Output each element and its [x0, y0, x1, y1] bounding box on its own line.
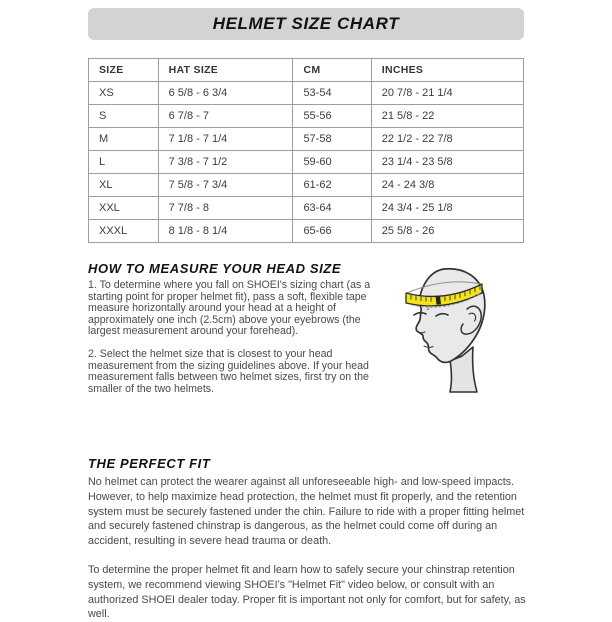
table-row [89, 128, 524, 151]
table-cell: XXXL [89, 220, 159, 243]
measure-step-1: 1. To determine where you fall on SHOEI's sizing chart (as a starting point for proper helmet fit), pass a soft, flexible tape measure horizontally around your head at a height of approximately one inch (2.5cm) above your eyebrows (the largest measurement around your forehead). [88, 279, 371, 338]
table-cell: 20 7/8 - 21 1/4 [371, 82, 523, 105]
size-table-body [89, 82, 524, 243]
size-table-header-row [89, 59, 524, 82]
table-cell: 65-66 [293, 220, 371, 243]
table-cell: 7 1/8 - 7 1/4 [158, 128, 293, 151]
fit-section [88, 456, 524, 621]
fit-paragraph-1: No helmet can protect the wearer against all unforeseeable high- and low-speed impacts. However, to help maximize head protection, the helmet must fit properly, and the retention system must be securely fastened under the chin. Failure to ride with a proper fitting helmet and securely fastened chinstrap is dangerous, as the helmet could come off during an accident, resulting in severe head trauma or death. [88, 476, 525, 547]
title-band [88, 8, 524, 40]
table-row [89, 105, 524, 128]
measure-step-2: 2. Select the helmet size that is closest to your head measurement from the sizing guidelines above. If your head measurement falls between two helmet sizes, first try on the smaller of the two helmets. [88, 347, 369, 395]
table-cell: XS [89, 82, 159, 105]
column-header: HAT SIZE [158, 59, 293, 82]
column-header: SIZE [89, 59, 159, 82]
table-cell: 6 7/8 - 7 [158, 105, 293, 128]
table-row [89, 197, 524, 220]
table-cell: 24 3/4 - 25 1/8 [371, 197, 523, 220]
one-inch-label: 1" [426, 305, 433, 312]
table-cell: 53-54 [293, 82, 371, 105]
table-row [89, 174, 524, 197]
table-row [89, 82, 524, 105]
table-cell: S [89, 105, 159, 128]
fit-paragraph-2: To determine the proper helmet fit and learn how to safely secure your chinstrap retention system, we recommend viewing SHOEI's "Helmet Fit" video below, or consult with an authorized SHOEI dealer today. Proper fit is important not only for comfort, but for safety, as well. [88, 564, 526, 621]
page [88, 8, 524, 622]
table-cell: 59-60 [293, 151, 371, 174]
table-cell: L [89, 151, 159, 174]
table-row [89, 151, 524, 174]
table-cell: XXL [89, 197, 159, 220]
page-title: HELMET SIZE CHART [212, 14, 400, 33]
table-cell: 7 3/8 - 7 1/2 [158, 151, 293, 174]
table-cell: 63-64 [293, 197, 371, 220]
table-row [89, 220, 524, 243]
table-cell: XL [89, 174, 159, 197]
fit-heading: THE PERFECT FIT [88, 456, 211, 472]
table-cell: 25 5/8 - 26 [371, 220, 523, 243]
table-cell: 61-62 [293, 174, 371, 197]
measure-text-column [88, 261, 380, 406]
head-measurement-illustration [404, 265, 500, 397]
table-cell: 24 - 24 3/8 [371, 174, 523, 197]
column-header: CM [293, 59, 371, 82]
illustration-column [380, 261, 524, 406]
table-cell: 7 7/8 - 8 [158, 197, 293, 220]
table-cell: 8 1/8 - 8 1/4 [158, 220, 293, 243]
measure-heading: HOW TO MEASURE YOUR HEAD SIZE [88, 261, 342, 276]
column-header: INCHES [371, 59, 523, 82]
size-table [88, 58, 524, 243]
table-cell: 23 1/4 - 23 5/8 [371, 151, 523, 174]
table-cell: 6 5/8 - 6 3/4 [158, 82, 293, 105]
table-cell: 57-58 [293, 128, 371, 151]
table-cell: 55-56 [293, 105, 371, 128]
table-cell: 22 1/2 - 22 7/8 [371, 128, 523, 151]
table-cell: M [89, 128, 159, 151]
measure-section [88, 261, 524, 406]
table-cell: 21 5/8 - 22 [371, 105, 523, 128]
table-cell: 7 5/8 - 7 3/4 [158, 174, 293, 197]
